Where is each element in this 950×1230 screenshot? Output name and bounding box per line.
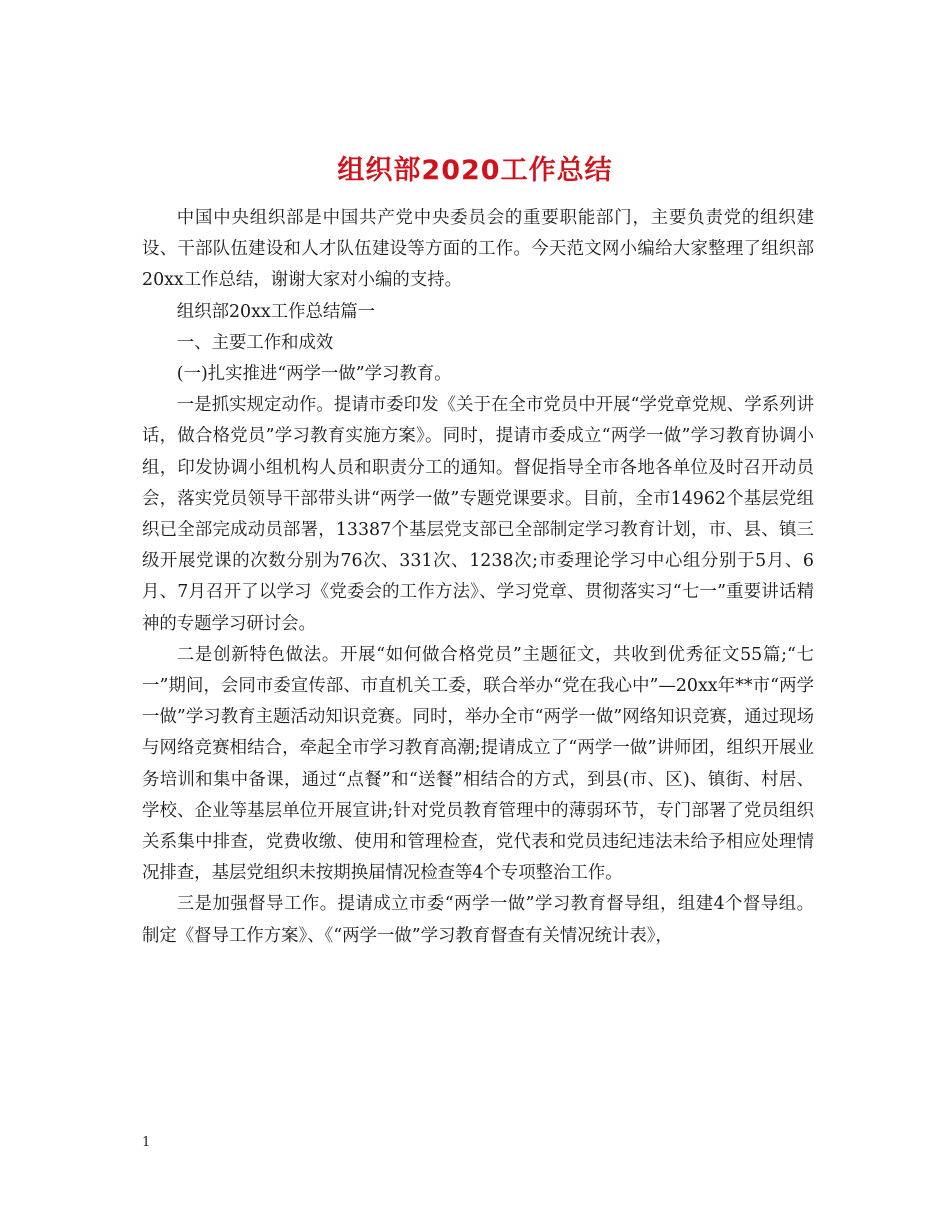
paragraph-subsection-heading: (一)扎实推进“两学一做”学习教育。 [176, 364, 452, 385]
paragraph-section-heading: 组织部20xx工作总结篇一 [176, 301, 376, 322]
paragraph-point-one: 一是抓实规定动作。提请市委印发《关于在全市党员中开展“学党章党规、学系列讲话，做合格党员”学习教育实施方案》。同时，提请市委成立“两学一做”学习教育协调小组，印发协调小组机构人员和职责分工的通知。督促指导全市各地各单位及时召开动员会，落实党员领导干部带头讲“两学一做”专题党课要求。目前，全市14962个基层党组织已全部完成动员部署，13387个基层党支部已全部制定学习教育计划，市、县、镇三级开展党课的次数分别为76次、331次、1238次;市委理论学习中心组分别于5月、6月、7月召开了以学习《党委会的工作方法》、学习党章、贯彻落实习“七一”重要讲话精神的专题学习研讨会。 [142, 395, 814, 634]
paragraph-point-two: 二是创新特色做法。开展“如何做合格党员”主题征文，共收到优秀征文55篇;“七一”期间，会同市委宣传部、市直机关工委，联合举办“党在我心中”—20xx年**市“两学一做”学习教育主题活动知识竞赛。同时，举办全市“两学一做”网络知识竞赛，通过现场与网络竞赛相结合，牵起全市学习教育高潮;提请成立了“两学一做”讲师团，组织开展业务培训和集中备课，通过“点餐”和“送餐”相结合的方式，到县(市、区)、镇街、村居、学校、企业等基层单位开展宣讲;针对党员教育管理中的薄弱环节，专门部署了党员组织关系集中排查，党费收缴、使用和管理检查，党代表和党员违纪违法未给予相应处理情况排查，基层党组织未按期换届情况检查等4个专项整治工作。 [142, 644, 814, 884]
document-title: 组织部2020工作总结 [337, 155, 613, 187]
paragraph-point-three: 三是加强督导工作。提请成立市委“两学一做”学习教育督导组，组建4个督导组。制定《督导工作方案》、《“两学一做”学习教育督查有关情况统计表》， [142, 894, 814, 946]
page-number: 1 [142, 1135, 151, 1150]
paragraph-intro: 中国中央组织部是中国共产党中央委员会的重要职能部门，主要负责党的组织建设、干部队伍建设和人才队伍建设等方面的工作。今天范文网小编给大家整理了组织部20xx工作总结，谢谢大家对小编的支持。 [142, 208, 814, 291]
paragraph-main-work-heading: 一、主要工作和成效 [176, 332, 334, 353]
document-body [142, 203, 814, 952]
